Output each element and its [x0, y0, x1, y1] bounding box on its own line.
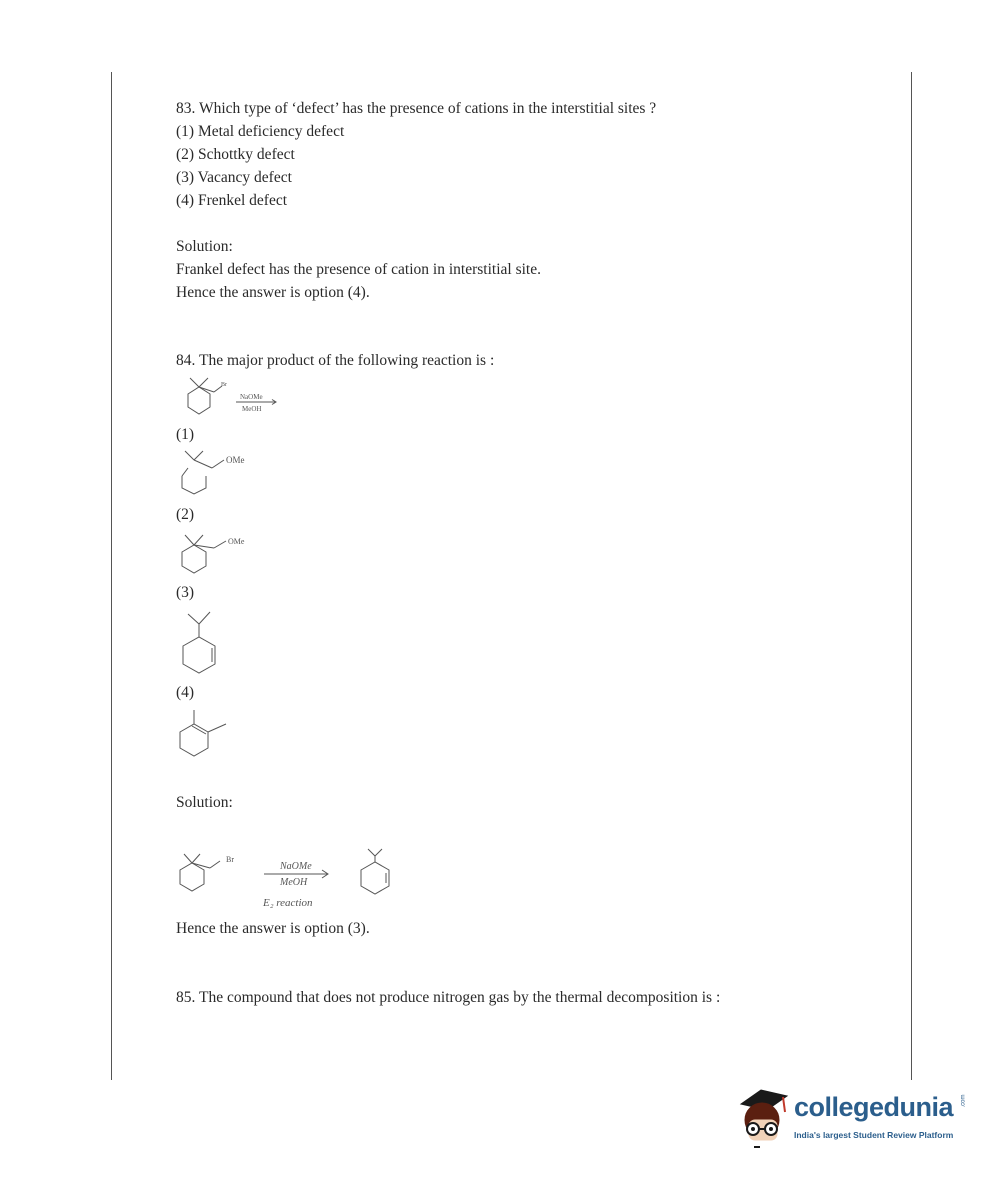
q84-question: 84. The major product of the following reaction is :: [176, 352, 495, 369]
right-margin-line: [911, 72, 912, 1080]
q84-solution-label: Solution:: [176, 794, 233, 811]
q83-question: 83. Which type of ‘defect’ has the presence of cations in the interstitial sites ?: [176, 100, 657, 117]
q85-question: 85. The compound that does not produce nitrogen gas by the thermal decomposition is :: [176, 989, 721, 1006]
q83-solution-line-1: Frankel defect has the presence of cation in interstitial site.: [176, 261, 541, 278]
q83-option-1: (1) Metal deficiency defect: [176, 123, 345, 140]
q83-option-4: (4) Frenkel defect: [176, 192, 288, 209]
q84-option-4-label: (4): [176, 684, 195, 701]
option2-ome-label: OMe: [228, 537, 245, 546]
logo-tagline: India's largest Student Review Platform: [794, 1130, 954, 1140]
q83-solution-label: Solution:: [176, 238, 233, 255]
q84-option-3-label: (3): [176, 584, 195, 601]
cyclohexene-ring: [183, 637, 215, 673]
q84-option-2-structure: [170, 524, 260, 576]
collegedunia-logo: [735, 1082, 965, 1154]
mascot-icon: [735, 1082, 793, 1154]
q84-option-1-structure: [170, 446, 260, 496]
sol-reagent-bottom: MeOH: [280, 877, 308, 888]
cyclohexene-ring: [180, 724, 208, 756]
sol-reagent-top: NaOMe: [280, 861, 312, 872]
q83-solution-line-2: Hence the answer is option (4).: [176, 284, 370, 301]
q83-option-3: (3) Vacancy defect: [176, 169, 292, 186]
logo-wordmark: collegedunia: [794, 1092, 954, 1122]
left-margin-line: [111, 72, 112, 1080]
q84-option-3-structure: [170, 602, 240, 682]
option1-ome-label: OMe: [226, 455, 245, 465]
sol-reaction-type: E₂ reaction: [263, 897, 313, 909]
sol-reactant-ring: [180, 863, 204, 891]
q84-option-4-structure: [170, 704, 240, 764]
q83-option-2: (2) Schottky defect: [176, 146, 295, 163]
q84-solution-scheme: [170, 846, 420, 916]
sol-product-ring: [361, 862, 389, 894]
q84-answer: Hence the answer is option (3).: [176, 920, 370, 937]
cyclohexane-ring: [188, 387, 210, 414]
reagent-bottom-label: MeOH: [242, 405, 262, 413]
logo-suffix: .com: [960, 1094, 967, 1108]
q84-option-1-label: (1): [176, 426, 195, 443]
cyclohexane-ring: [182, 476, 206, 494]
reactant-br-label: Br: [221, 382, 227, 388]
sol-br-label: Br: [226, 855, 234, 864]
q84-option-2-label: (2): [176, 506, 195, 523]
reagent-top-label: NaOMe: [240, 393, 263, 401]
cyclohexane-ring: [182, 545, 206, 573]
q84-reaction-scheme: [170, 374, 290, 420]
